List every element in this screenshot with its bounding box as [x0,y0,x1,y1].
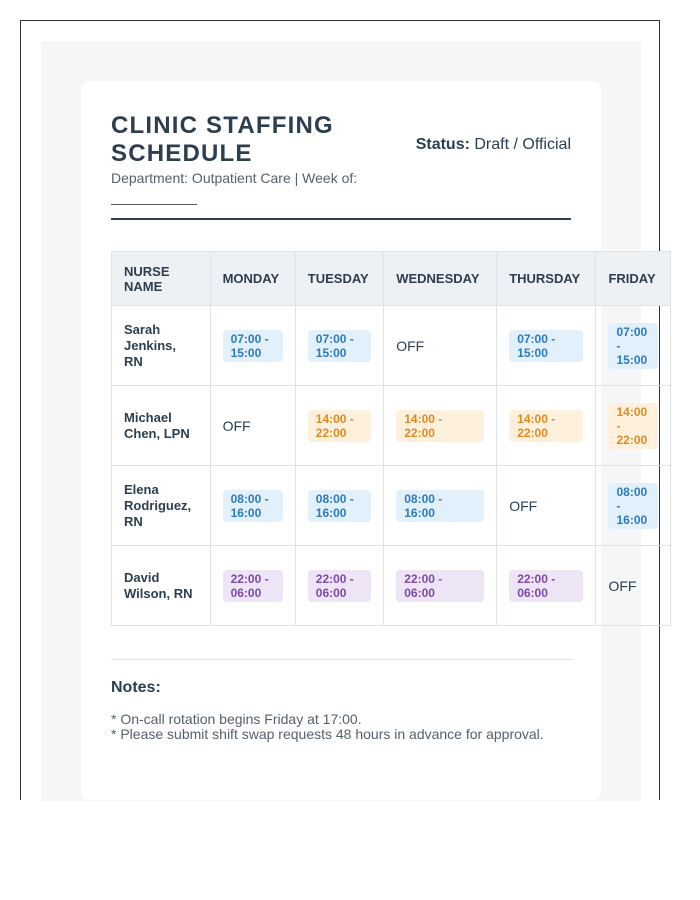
table-row [112,306,671,386]
shift-cell-friday [596,466,671,546]
nurse-name: Michael Chen, LPN [124,409,190,441]
column-header-friday: FRIDAY [596,252,671,306]
shift-badge: 08:00 - 16:00 [396,490,484,522]
off-label: OFF [608,577,637,594]
schedule-table [111,251,671,626]
shift-cell-monday [210,466,295,546]
nurse-name-cell [112,466,211,546]
shift-badge: 14:00 - 22:00 [308,410,371,442]
notes-title: Notes: [111,679,161,696]
shift-badge: 22:00 - 06:00 [223,570,283,602]
shift-badge: 07:00 - 15:00 [608,323,658,369]
column-header-nurse: NURSE NAME [112,252,211,306]
shift-cell-tuesday [295,546,383,626]
header-rule [111,218,571,220]
shift-cell-tuesday [295,306,383,386]
shift-badge: 07:00 - 15:00 [308,330,371,362]
department-line [111,167,391,211]
shift-cell-wednesday [384,386,497,466]
table-row [112,466,671,546]
schedule-title: CLINIC STAFFING SCHEDULE [111,112,334,167]
shift-badge: 14:00 - 22:00 [509,410,583,442]
note-item: * Please submit shift swap requests 48 hours in advance for approval. [111,726,544,742]
shift-badge: 07:00 - 15:00 [223,330,283,362]
week-of-blank [111,192,197,205]
status-label: Status: [415,136,470,153]
column-header-wednesday: WEDNESDAY [384,252,497,306]
table-header-row [112,252,671,306]
shift-badge: 22:00 - 06:00 [509,570,583,602]
shift-cell-tuesday [295,386,383,466]
nurse-name-cell [112,306,211,386]
notes-separator [111,659,573,660]
shift-badge: 14:00 - 22:00 [608,403,658,449]
schedule-table-body [112,306,671,626]
schedule-table-wrapper [111,251,671,626]
nurse-name-cell [112,546,211,626]
off-label: OFF [222,417,251,434]
shift-cell-monday [210,386,295,466]
shift-cell-thursday [497,466,596,546]
shift-badge: 07:00 - 15:00 [509,330,583,362]
status-block [416,136,571,154]
shift-badge: 22:00 - 06:00 [396,570,484,602]
nurse-name: Sarah Jenkins, RN [124,321,177,369]
nurse-name: David Wilson, RN [124,569,193,601]
table-row [112,546,671,626]
status-value: Draft / Official [474,136,571,153]
shift-cell-friday [596,546,671,626]
shift-badge: 14:00 - 22:00 [396,410,484,442]
notes-list [111,712,544,742]
shift-badge: 22:00 - 06:00 [308,570,371,602]
shift-cell-thursday [497,546,596,626]
shift-cell-monday [210,546,295,626]
column-header-monday: MONDAY [210,252,295,306]
shift-cell-wednesday [384,466,497,546]
column-header-tuesday: TUESDAY [295,252,383,306]
shift-cell-wednesday [384,306,497,386]
shift-cell-friday [596,386,671,466]
nurse-name-cell [112,386,211,466]
table-row [112,386,671,466]
department-text: Department: Outpatient Care | Week of: [111,170,358,186]
column-header-thursday: THURSDAY [497,252,596,306]
shift-badge: 08:00 - 16:00 [308,490,371,522]
shift-cell-wednesday [384,546,497,626]
shift-cell-tuesday [295,466,383,546]
shift-cell-thursday [497,386,596,466]
note-item: * On-call rotation begins Friday at 17:00. [111,711,362,727]
shift-cell-thursday [497,306,596,386]
shift-cell-monday [210,306,295,386]
shift-badge: 08:00 - 16:00 [223,490,283,522]
off-label: OFF [396,337,425,354]
off-label: OFF [509,497,538,514]
shift-cell-friday [596,306,671,386]
nurse-name: Elena Rodriguez, RN [124,481,192,529]
shift-badge: 08:00 - 16:00 [608,483,658,529]
